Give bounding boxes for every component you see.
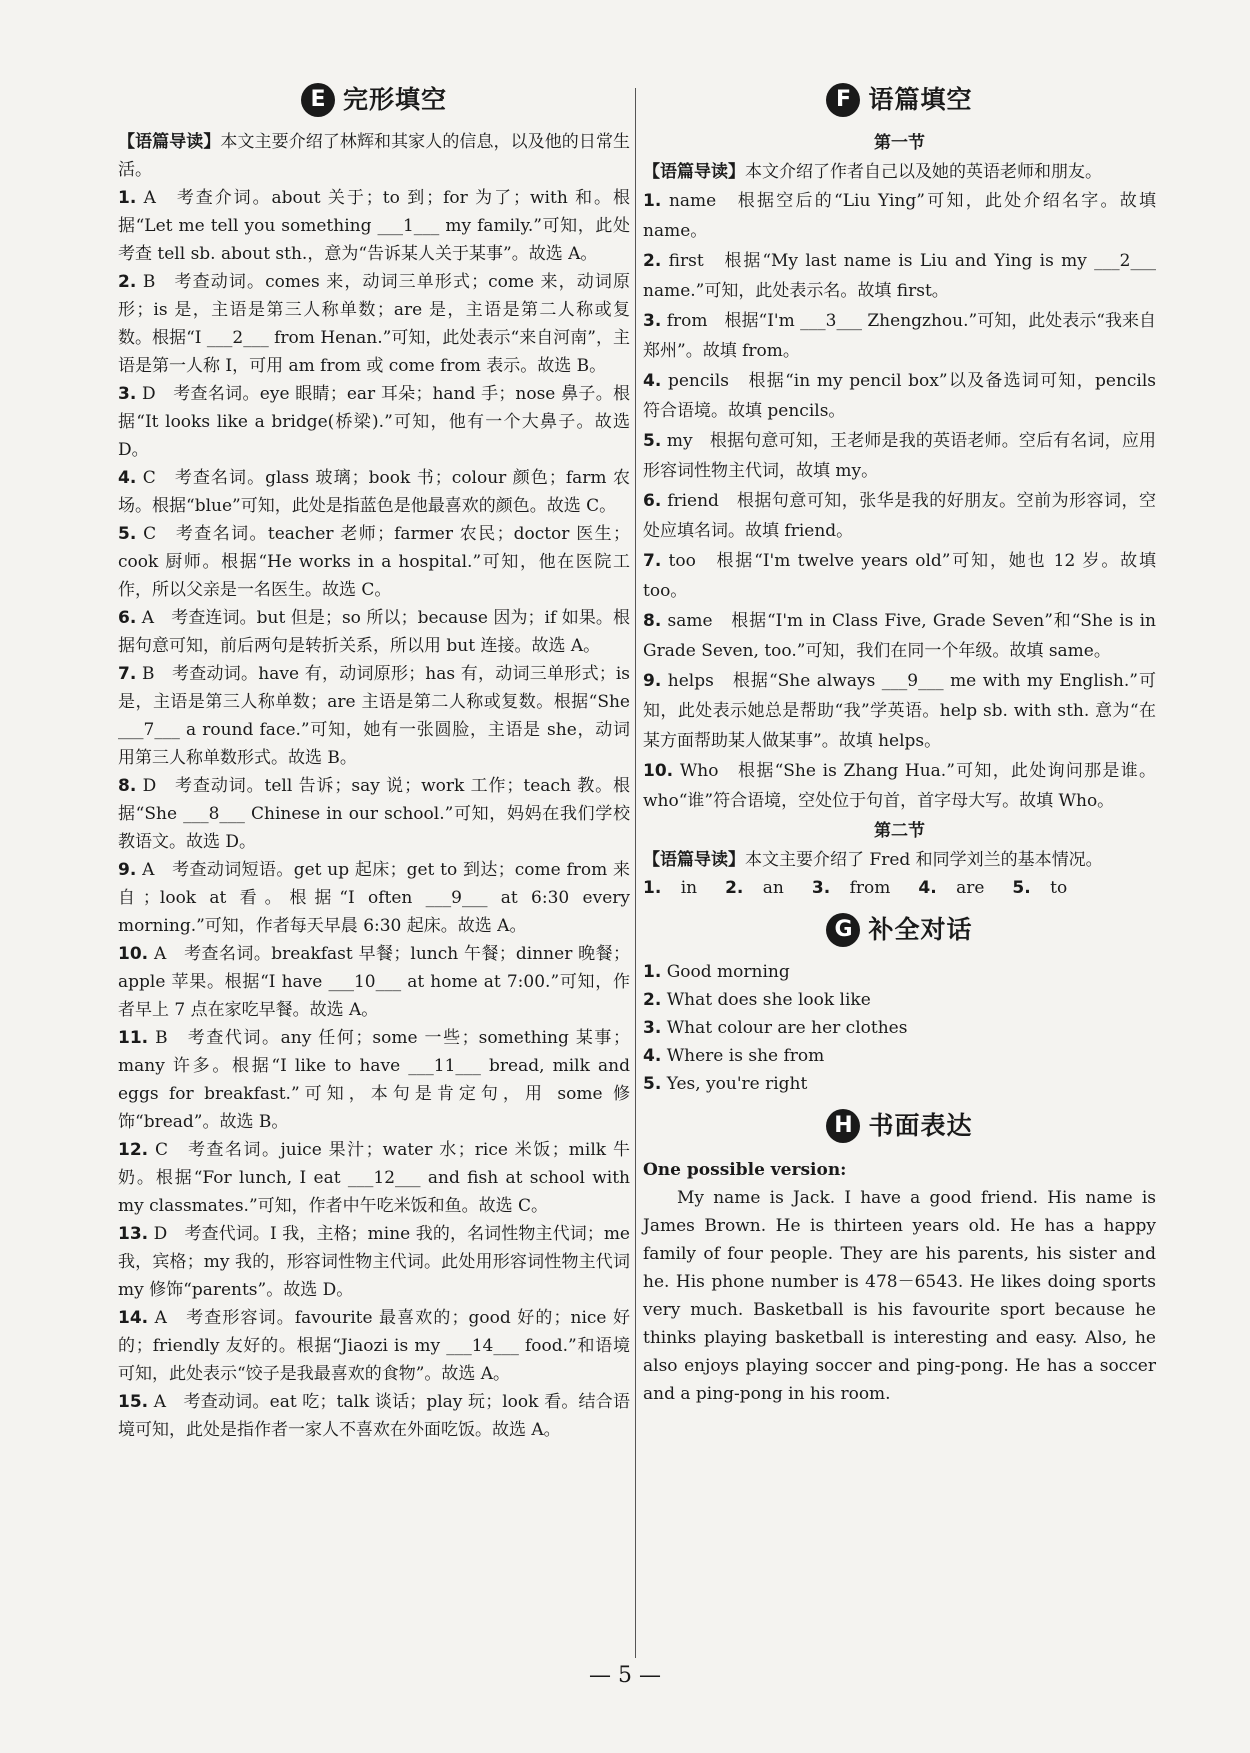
item-number: 4. <box>918 878 937 898</box>
item-text: B 考查代词。any 任何；some 一些；something 某事；many 许多。根据“I like to have ___11___ bread, milk and eggs for breakfast.”可知，本句是肯定句，用 some 修饰“bread”。故选 B。 <box>118 1028 630 1132</box>
answer-item <box>118 604 630 660</box>
item-text: to <box>1050 878 1068 898</box>
answer-item <box>643 756 1156 816</box>
item-text: C 考查名词。juice 果汁；water 水；rice 米饭；milk 牛奶。根据“For lunch, I eat ___12___ and fish at school with my classmates.”可知，作者中午吃米饭和鱼。故选 C。 <box>118 1140 630 1216</box>
item-number: 3. <box>811 878 831 898</box>
item-number: 14. <box>118 1308 149 1328</box>
intro-label: 【语篇导读】 <box>643 162 745 182</box>
answer-item <box>118 660 630 772</box>
item-number: 4. <box>643 1046 662 1066</box>
answer-item <box>643 486 1156 546</box>
item-text: my 根据句意可知，王老师是我的英语老师。空后有名词，应用形容词性物主代词，故填 my。 <box>643 431 1156 481</box>
item-text: Where is she from <box>666 1046 825 1066</box>
answer-item <box>118 1024 630 1136</box>
section-g-badge: G <box>826 913 860 947</box>
dialogue-item <box>643 1070 1156 1098</box>
column-divider <box>635 88 636 1658</box>
part-two-heading: 第二节 <box>874 821 925 841</box>
item-number: 4. <box>643 371 662 391</box>
dialogue-item <box>643 958 1156 986</box>
item-number: 13. <box>118 1224 149 1244</box>
intro-text: 本文主要介绍了 Fred 和同学刘兰的基本情况。 <box>745 850 1103 870</box>
left-column <box>118 78 630 1444</box>
answer-item <box>118 184 630 268</box>
item-text: Good morning <box>666 962 790 982</box>
item-text: an <box>762 878 784 898</box>
item-text: are <box>956 878 985 898</box>
item-number: 10. <box>118 944 149 964</box>
item-number: 4. <box>118 468 137 488</box>
item-text: What colour are her clothes <box>666 1018 908 1038</box>
section-h-badge: H <box>826 1109 860 1143</box>
answer-item <box>643 546 1156 606</box>
item-text: A 考查介词。about 关于；to 到；for 为了；with 和。根据“Let me tell you something ___1___ my family.”可知，此处考查 tell sb. about sth.，意为“告诉某人关于某事”。故选 A。 <box>118 188 631 264</box>
item-text: A 考查动词。eat 吃；talk 谈话；play 玩；look 看。结合语境可知，此处是指作者一家人不喜欢在外面吃饭。故选 A。 <box>118 1392 631 1440</box>
item-number: 2. <box>725 878 744 898</box>
item-number: 5. <box>118 524 137 544</box>
section-e-badge: E <box>301 83 335 117</box>
item-text: Yes, you're right <box>666 1074 808 1094</box>
item-text: D 考查名词。eye 眼睛；ear 耳朵；hand 手；nose 鼻子。根据“It looks like a bridge(桥梁).”可知，他有一个大鼻子。故选 D。 <box>118 384 630 460</box>
item-number: 2. <box>643 990 662 1010</box>
item-text: first 根据“My last name is Liu and Ying is my ___2___ name.”可知，此处表示名。故填 first。 <box>643 251 1156 301</box>
item-number: 1. <box>643 878 662 898</box>
item-text: A 考查动词短语。get up 起床；get to 到达；come from 来自；look at 看。根据“I often ___9___ at 6:30 every morning.”可知，作者每天早晨 6:30 起床。故选 A。 <box>118 860 630 936</box>
item-text: name 根据空后的“Liu Ying”可知，此处介绍名字。故填 name。 <box>643 191 1157 241</box>
answer-item <box>725 878 798 898</box>
part-one-heading: 第一节 <box>874 133 925 153</box>
answer-item <box>643 878 711 898</box>
answer-item <box>118 464 630 520</box>
right-column <box>643 78 1156 1408</box>
section-f-badge: F <box>826 83 860 117</box>
page-number: — 5 — <box>589 1663 661 1688</box>
item-text: too 根据“I'm twelve years old”可知，她也 12 岁。故填 too。 <box>643 551 1156 601</box>
item-text: B 考查动词。have 有，动词原形；has 有，动词三单形式；is 是，主语是第三人称单数；are 主语是第二人称或复数。根据“She ___7___ a round face.”可知，她有一张圆脸，主语是 she，动词用第三人称单数形式。故选 B。 <box>118 664 630 768</box>
item-number: 1. <box>118 188 137 208</box>
part-two-answer-row <box>643 874 1156 902</box>
item-text: A 考查名词。breakfast 早餐；lunch 午餐；dinner 晚餐；apple 苹果。根据“I have ___10___ at home at 7:00.”可知，作者早上 7 点在家吃早餐。故选 A。 <box>118 944 631 1020</box>
answer-item <box>643 366 1156 426</box>
answer-item <box>118 856 630 940</box>
answer-item <box>118 520 630 604</box>
answer-list <box>118 184 630 1444</box>
answer-item <box>118 380 630 464</box>
answer-item <box>643 186 1156 246</box>
item-number: 6. <box>643 491 662 511</box>
item-number: 8. <box>643 611 662 631</box>
item-number: 3. <box>643 311 662 331</box>
answer-item <box>643 666 1156 756</box>
item-text: from <box>849 878 891 898</box>
item-number: 7. <box>643 551 662 571</box>
item-number: 1. <box>643 962 662 982</box>
intro-label: 【语篇导读】 <box>643 850 745 870</box>
item-text: pencils 根据“in my pencil box”以及备选词可知，pencils 符合语境。故填 pencils。 <box>643 371 1157 421</box>
item-number: 3. <box>643 1018 662 1038</box>
item-number: 5. <box>643 431 662 451</box>
answer-item <box>118 1136 630 1220</box>
item-number: 5. <box>1012 878 1031 898</box>
answer-item <box>118 772 630 856</box>
item-number: 9. <box>118 860 137 880</box>
dialogue-item <box>643 1014 1156 1042</box>
answer-item <box>643 246 1156 306</box>
item-text: from 根据“I'm ___3___ Zhengzhou.”可知，此处表示“我来自郑州”。故填 from。 <box>643 311 1157 361</box>
item-number: 5. <box>643 1074 662 1094</box>
intro-paragraph <box>118 128 630 184</box>
item-number: 3. <box>118 384 137 404</box>
intro-text: 本文介绍了作者自己以及她的英语老师和朋友。 <box>745 162 1102 182</box>
item-text: same 根据“I'm in Class Five, Grade Seven”和“She is in Grade Seven, too.”可知，我们在同一个年级。故填 same。 <box>643 611 1156 661</box>
item-text: Who 根据“She is Zhang Hua.”可知，此处询问那是谁。who“谁”符合语境，空处位于句首，首字母大写。故填 Who。 <box>643 761 1156 811</box>
item-text: D 考查动词。tell 告诉；say 说；work 工作；teach 教。根据“She ___8___ Chinese in our school.”可知，妈妈在我们学校教语文。故选 D。 <box>118 776 631 852</box>
item-text: helps 根据“She always ___9___ me with my English.”可知，此处表示她总是帮助“我”学英语。help sb. with sth. 意为“在某方面帮助某人做某事”。故填 helps。 <box>643 671 1157 751</box>
item-number: 2. <box>118 272 137 292</box>
part-one-answer-list <box>643 186 1156 816</box>
section-h-title: 书面表达 <box>868 1111 973 1140</box>
item-text: B 考查动词。comes 来，动词三单形式；come 来，动词原形；is 是，主语是第三人称单数；are 是，主语是第二人称或复数。根据“I ___2___ from Henan.”可知，此处表示“来自河南”，主语是第一人称 I，可用 am from 或 come from 表示。故选 B。 <box>118 272 630 376</box>
answer-item <box>118 1388 630 1444</box>
essay-body: My name is Jack. I have a good friend. His name is James Brown. He is thirteen years old. He has a happy family of four people. They are his parents, his sister and he. His phone number is 478－6543. He likes doing sports very much. Basketball is his favourite sport because he thinks playing basketball is interesting and easy. Also, he also enjoys playing soccer and ping-pong. He has a soccer and a ping-pong in his room. <box>643 1188 1156 1404</box>
item-number: 7. <box>118 664 137 684</box>
answer-item <box>118 1220 630 1304</box>
dialogue-answer-list <box>643 958 1156 1098</box>
item-text: D 考查代词。I 我，主格；mine 我的，名词性物主代词；me 我，宾格；my 我的，形容词性物主代词。此处用形容词性物主代词 my 修饰“parents”。故选 D。 <box>118 1224 630 1300</box>
item-number: 1. <box>643 191 662 211</box>
intro-paragraph-1 <box>643 158 1156 186</box>
answer-item <box>643 606 1156 666</box>
answer-item <box>918 878 998 898</box>
section-g-heading <box>643 908 1156 952</box>
item-text: What does she look like <box>666 990 871 1010</box>
intro-label: 【语篇导读】 <box>118 132 221 152</box>
section-e-heading <box>118 78 630 122</box>
section-f-heading <box>643 78 1156 122</box>
item-number: 10. <box>643 761 674 781</box>
answer-item <box>118 940 630 1024</box>
item-number: 9. <box>643 671 662 691</box>
item-text: A 考查连词。but 但是；so 所以；because 因为；if 如果。根据句意可知，前后两句是转折关系，所以用 but 连接。故选 A。 <box>118 608 631 656</box>
intro-paragraph-2 <box>643 846 1156 874</box>
answer-item <box>643 306 1156 366</box>
intro-text: 本文主要介绍了林辉和其家人的信息，以及他的日常生活。 <box>118 132 631 180</box>
dialogue-item <box>643 986 1156 1014</box>
item-text: A 考查形容词。favourite 最喜欢的；good 好的；nice 好的；friendly 友好的。根据“Jiaozi is my ___14___ food.”和语境可知，此处表示“饺子是我最喜欢的食物”。故选 A。 <box>118 1308 630 1384</box>
answer-item <box>812 878 904 898</box>
item-number: 2. <box>643 251 662 271</box>
item-number: 6. <box>118 608 137 628</box>
section-h-heading <box>643 1104 1156 1148</box>
answer-item <box>1012 878 1081 898</box>
section-g-title: 补全对话 <box>868 915 973 944</box>
item-number: 11. <box>118 1028 149 1048</box>
item-text: C 考查名词。glass 玻璃；book 书；colour 颜色；farm 农场。根据“blue”可知，此处是指蓝色是他最喜欢的颜色。故选 C。 <box>118 468 631 516</box>
item-text: friend 根据句意可知，张华是我的好朋友。空前为形容词，空处应填名词。故填 friend。 <box>643 491 1156 541</box>
dialogue-item <box>643 1042 1156 1070</box>
section-e-title: 完形填空 <box>342 85 447 114</box>
item-number: 8. <box>118 776 137 796</box>
answer-item <box>118 268 630 380</box>
item-number: 12. <box>118 1140 149 1160</box>
section-f-title: 语篇填空 <box>868 85 973 114</box>
answer-item <box>643 426 1156 486</box>
essay-heading: One possible version: <box>643 1160 847 1180</box>
answer-item <box>118 1304 630 1388</box>
item-text: in <box>680 878 698 898</box>
item-number: 15. <box>118 1392 149 1412</box>
item-text: C 考查名词。teacher 老师；farmer 农民；doctor 医生；cook 厨师。根据“He works in a hospital.”可知，他在医院工作，所以父亲是一名医生。故选 C。 <box>118 524 630 600</box>
